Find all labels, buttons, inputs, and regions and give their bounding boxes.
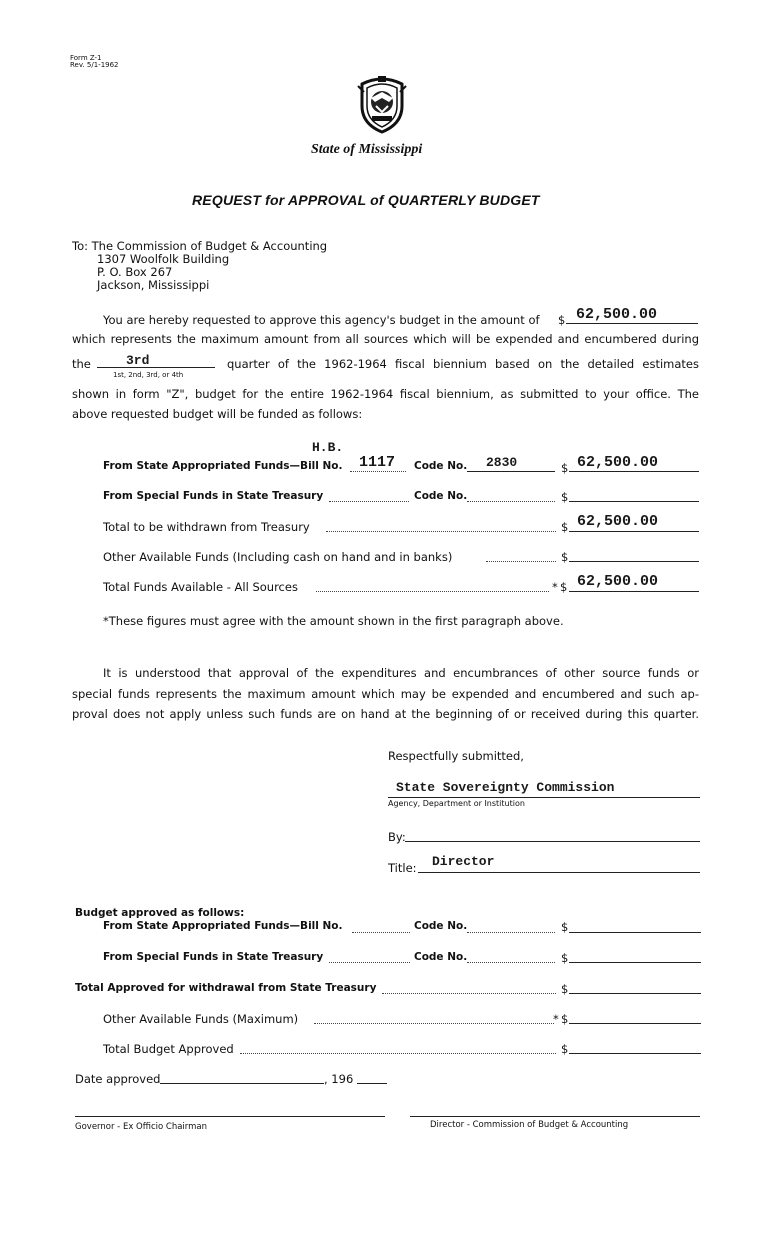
address-line-2: 1307 Woolfolk Building <box>97 252 230 266</box>
special-code-label: Code No. <box>414 490 468 502</box>
requested-amount-field[interactable]: 62,500.00 <box>576 306 658 323</box>
approval-total-withdrawal-label: Total Approved for withdrawal from State Treasury <box>75 982 377 994</box>
total-withdrawn-label: Total to be withdrawn from Treasury <box>103 520 310 534</box>
special-funds-label: From Special Funds in State Treasury <box>103 490 324 502</box>
respectfully-submitted: Respectfully submitted, <box>388 749 524 763</box>
date-approved-label: Date approved <box>75 1072 161 1086</box>
agency-field[interactable]: State Sovereignty Commission <box>396 780 615 795</box>
state-funds-amount-field[interactable]: 62,500.00 <box>577 454 659 471</box>
title-field[interactable]: Director <box>432 854 495 869</box>
by-label: By: <box>388 830 406 844</box>
total-available-star: * <box>552 580 558 594</box>
governor-signature-label: Governor - Ex Officio Chairman <box>75 1122 208 1132</box>
total-available-dollar: $ <box>560 580 568 594</box>
understanding-line-2: special funds represents the maximum amount which may be expended and encumbered and such ap- <box>72 687 699 701</box>
approval-other-dollar: $ <box>561 1012 569 1026</box>
approval-special-code-label: Code No. <box>414 951 468 963</box>
form-number: Form Z-1 <box>70 54 102 62</box>
agreement-note: *These figures must agree with the amount shown in the first paragraph above. <box>103 614 564 628</box>
page-title: REQUEST for APPROVAL of QUARTERLY BUDGET <box>192 192 540 208</box>
approval-state-funds-label: From State Appropriated Funds—Bill No. <box>103 920 343 932</box>
approval-total-budget-label: Total Budget Approved <box>103 1042 234 1056</box>
approval-total-withdrawal-dollar: $ <box>561 982 569 996</box>
intro-dollar: $ <box>558 313 566 327</box>
approval-special-funds-label: From Special Funds in State Treasury <box>103 951 324 963</box>
understanding-line-3: proval does not apply unless such funds are on hand at the beginning of or received during this quarter. <box>72 707 699 721</box>
form-revision: Rev. 5/1-1962 <box>70 61 119 69</box>
approval-heading: Budget approved as follows: <box>75 907 245 919</box>
approval-other-funds-label: Other Available Funds (Maximum) <box>103 1012 299 1026</box>
intro-line-4: shown in form "Z", budget for the entire 1962-1964 fiscal biennium, as submitted to your office. The <box>72 387 699 401</box>
hb-label: H.B. <box>312 440 344 455</box>
state-seal-icon <box>354 72 410 134</box>
other-funds-label: Other Available Funds (Including cash on hand and in banks) <box>103 550 453 564</box>
total-available-label: Total Funds Available - All Sources <box>103 580 298 594</box>
director-signature-label: Director - Commission of Budget & Accounting <box>430 1120 629 1130</box>
intro-line-1: You are hereby requested to approve this agency's budget in the amount of <box>103 313 540 327</box>
total-withdrawn-dollar: $ <box>561 520 569 534</box>
approval-other-star: * <box>553 1012 559 1026</box>
code-label: Code No. <box>414 460 468 472</box>
intro-the: the <box>72 357 91 371</box>
approval-special-dollar: $ <box>561 951 569 965</box>
understanding-line-1: It is understood that approval of the expenditures and encumbrances of other source funds or <box>103 666 699 680</box>
approval-total-budget-dollar: $ <box>561 1042 569 1056</box>
agency-label: Agency, Department or Institution <box>388 799 525 808</box>
state-funds-dollar: $ <box>561 461 569 475</box>
address-line-4: Jackson, Mississippi <box>97 278 210 292</box>
title-label: Title: <box>388 861 417 875</box>
total-available-amount-field[interactable]: 62,500.00 <box>577 573 659 590</box>
special-funds-dollar: $ <box>561 490 569 504</box>
approval-state-dollar: $ <box>561 920 569 934</box>
intro-line-5: above requested budget will be funded as follows: <box>72 407 363 421</box>
approval-code-label: Code No. <box>414 920 468 932</box>
quarter-hint: 1st, 2nd, 3rd, or 4th <box>113 371 184 379</box>
bill-number-field[interactable]: 1117 <box>359 454 396 471</box>
total-withdrawn-amount-field[interactable]: 62,500.00 <box>577 513 659 530</box>
state-title: State of Mississippi <box>311 142 423 157</box>
quarter-field[interactable]: 3rd <box>126 353 150 368</box>
address-line-1: To: The Commission of Budget & Accounting <box>72 239 328 253</box>
date-year-prefix: , 196 <box>324 1072 354 1086</box>
intro-line-2: which represents the maximum amount from all sources which will be expended and encumbered during <box>72 332 699 346</box>
other-funds-dollar: $ <box>561 550 569 564</box>
intro-line-3: quarter of the 1962-1964 fiscal biennium based on the detailed estimates <box>227 357 699 371</box>
address-line-3: P. O. Box 267 <box>97 265 173 279</box>
code-number-field[interactable]: 2830 <box>486 455 518 470</box>
state-funds-label: From State Appropriated Funds—Bill No. <box>103 460 343 472</box>
